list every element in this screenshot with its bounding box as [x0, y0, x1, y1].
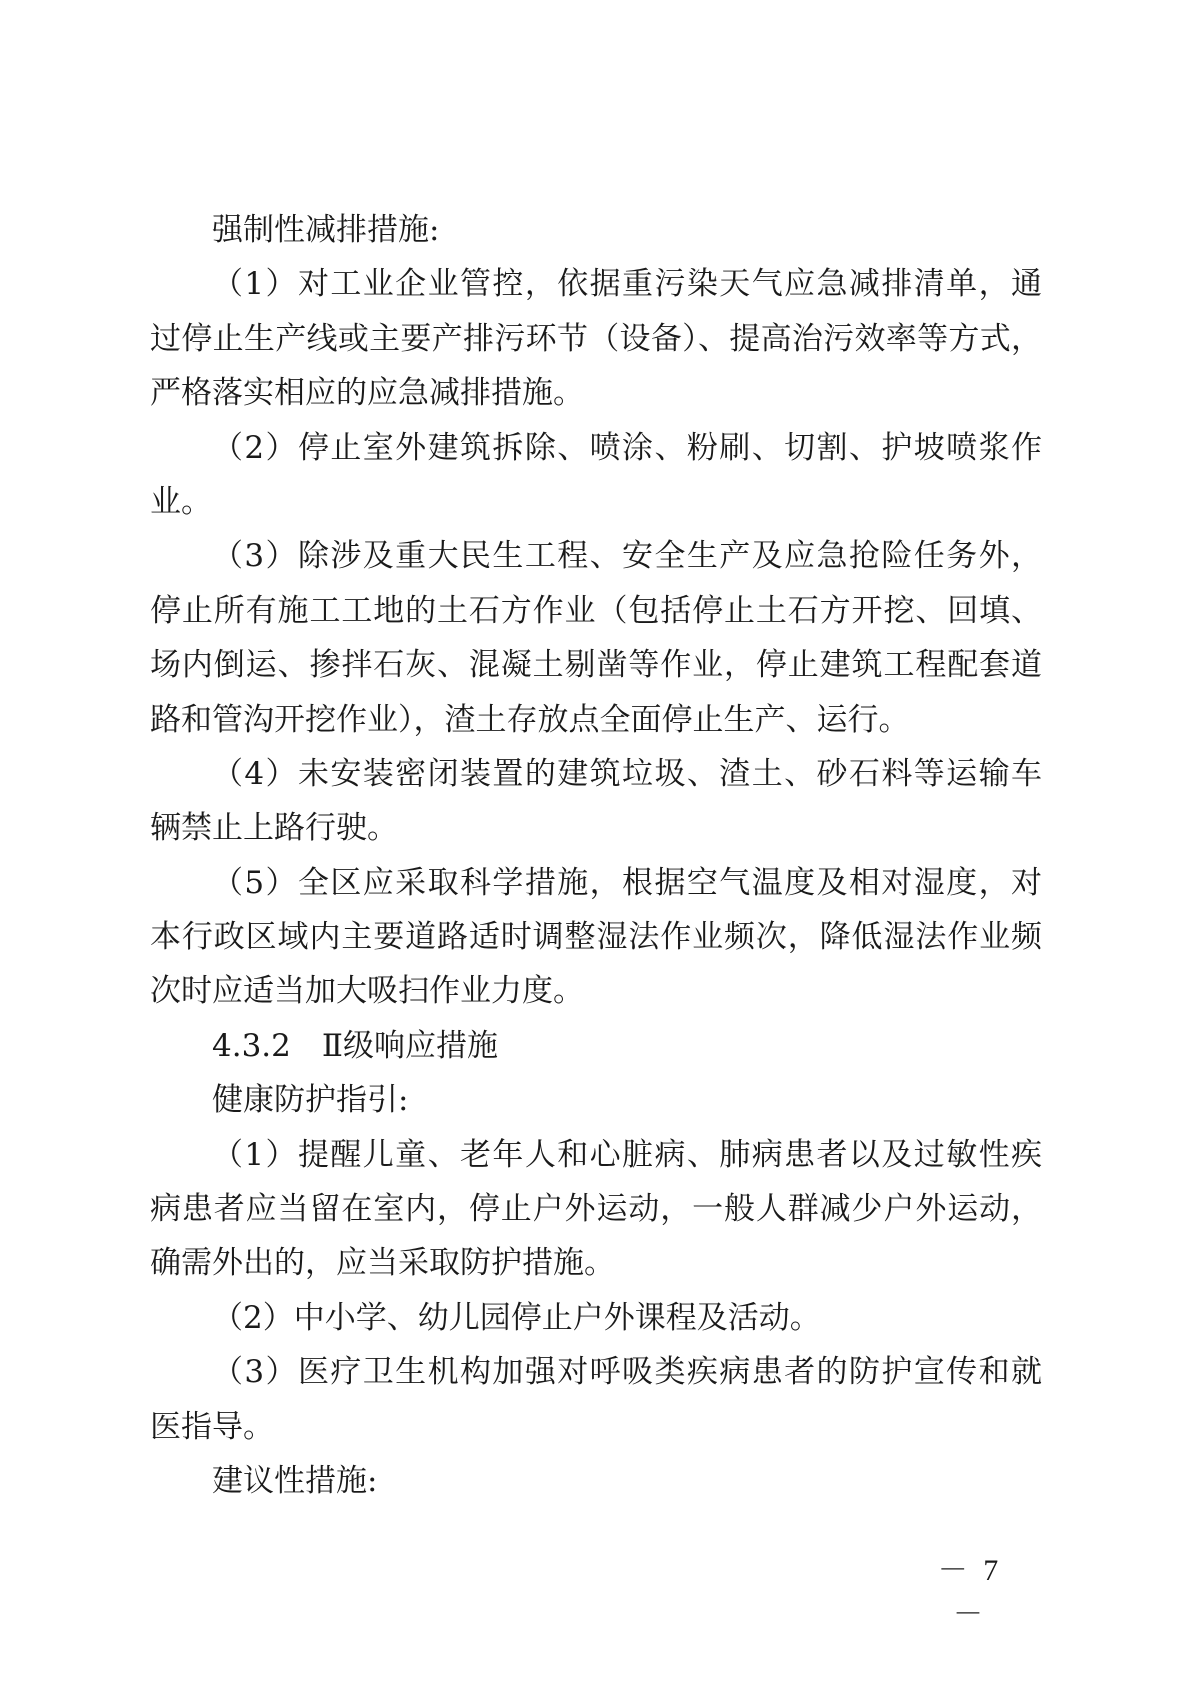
paragraph-line: 业。	[150, 483, 212, 520]
document-body	[150, 203, 1042, 1508]
paragraph-line: （2）中小学、幼儿园停止户外课程及活动。	[212, 1299, 821, 1336]
section-heading-4-3-2: 4.3.2 Ⅱ级响应措施	[212, 1027, 498, 1064]
paragraph-line: （3）除涉及重大民生工程、安全生产及应急抢险任务外，	[212, 538, 1042, 575]
paragraph-line: 过停止生产线或主要产排污环节（设备）、提高治污效率等方式，	[150, 320, 1042, 357]
paragraph-line: （5）全区应采取科学措施，根据空气温度及相对湿度，对	[212, 864, 1042, 901]
section-label-recommended-measures: 建议性措施:	[212, 1462, 378, 1499]
paragraph-line: 严格落实相应的应急减排措施。	[150, 375, 584, 412]
paragraph-line: 辆禁止上路行驶。	[150, 810, 398, 847]
paragraph-line: （1）对工业企业管控，依据重污染天气应急减排清单，通	[212, 266, 1042, 303]
paragraph-line: 确需外出的，应当采取防护措施。	[150, 1245, 615, 1282]
paragraph-line: （2）停止室外建筑拆除、喷涂、粉刷、切割、护坡喷浆作	[212, 429, 1042, 466]
paragraph-line: （3）医疗卫生机构加强对呼吸类疾病患者的防护宣传和就	[212, 1354, 1042, 1391]
paragraph-line: 路和管沟开挖作业），渣土存放点全面停止生产、运行。	[150, 701, 910, 738]
section-label-mandatory-measures: 强制性减排措施:	[212, 212, 440, 248]
paragraph-line: （1）提醒儿童、老年人和心脏病、肺病患者以及过敏性疾	[212, 1136, 1042, 1173]
section-label-health-guidance: 健康防护指引:	[212, 1082, 409, 1119]
paragraph-line: 停止所有施工工地的土石方作业（包括停止土石方开挖、回填、	[150, 592, 1042, 629]
paragraph-line: 本行政区域内主要道路适时调整湿法作业频次，降低湿法作业频	[150, 919, 1042, 956]
paragraph-line: 医指导。	[150, 1408, 274, 1445]
paragraph-line: （4）未安装密闭装置的建筑垃圾、渣土、砂石料等运输车	[212, 755, 1042, 792]
paragraph-line: 场内倒运、掺拌石灰、混凝土剔凿等作业，停止建筑工程配套道	[150, 647, 1042, 684]
paragraph-line: 次时应适当加大吸扫作业力度。	[150, 973, 584, 1010]
page-number: － 7 －	[937, 1554, 1003, 1631]
paragraph-line: 病患者应当留在室内，停止户外运动，一般人群减少户外运动，	[150, 1191, 1042, 1228]
